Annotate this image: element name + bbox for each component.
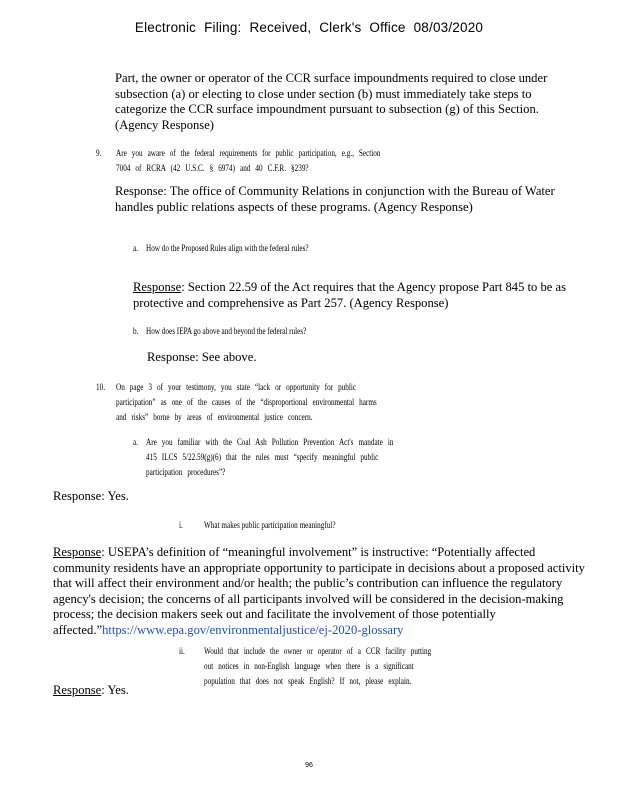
question-10a-line-2: 415 ILCS 5/22.59(g)(6) that the rules must “specify meaningful public — [146, 452, 379, 462]
question-9a-label: a. — [133, 243, 138, 253]
question-10a-response: Response: Yes. — [53, 489, 129, 503]
question-10a-label: a. — [133, 437, 138, 447]
question-10-ii-line-2: out notices in non-English language when there is a significant — [204, 661, 414, 671]
question-9-response: Response: The office of Community Relations in conjunction with the Bureau of Water handles public relations aspects of these programs. (Agency Response) — [115, 184, 555, 214]
question-10-text — [116, 380, 377, 425]
question-10-i-response — [53, 545, 585, 638]
question-10a-text — [146, 435, 393, 480]
question-9b-text: How does IEPA go above and beyond the federal rules? — [146, 326, 307, 336]
question-10-line-1: On page 3 of your testimony, you state “lack or opportunity for public — [116, 382, 357, 392]
response-text: : USEPA’s definition of “meaningful involvement” is instructive: “Potentially affected community residents have an appropriate opportunity to participate in decisions about a proposed activity that will affect their environment and/or health; the public’s contribution can influence the regulatory agency's decision; the concerns of all participants involved will be considered in the decision-making process; the decision makers seek out and facilitate the involvement of those potentially affected.” — [53, 545, 585, 637]
question-10-number: 10. — [96, 382, 105, 392]
question-9-number: 9. — [96, 148, 102, 158]
response-text: : Yes. — [101, 683, 129, 697]
response-label: Response — [133, 280, 182, 294]
question-10-i-text: What makes public participation meaningful? — [204, 520, 336, 530]
response-text: : Section 22.59 of the Act requires that the Agency propose Part 845 to be as protective and comprehensive as Part 257. (Agency Response) — [133, 280, 567, 310]
question-9-line-1: Are you aware of the federal requirements for public participation, e.g., Section — [116, 148, 381, 158]
response-label: Response — [53, 545, 102, 559]
page-number: 96 — [305, 762, 313, 769]
question-10-ii-line-3: population that does not speak English? If not, please explain. — [204, 676, 412, 686]
filing-header: Electronic Filing: Received, Clerk's Office 08/03/2020 — [134, 20, 484, 35]
question-10-ii-response — [53, 683, 129, 699]
question-10-ii-label: ii. — [179, 646, 185, 656]
question-10-line-2: participation” as one of the causes of the “disproportional environmental harms — [116, 397, 377, 407]
question-10a-line-3: participation procedures”? — [146, 467, 226, 477]
epa-glossary-link[interactable]: https://www.epa.gov/environmentaljustice/ej-2020-glossary — [102, 622, 404, 637]
question-9-text — [116, 146, 381, 176]
question-9-line-2: 7004 of RCRA (42 U.S.C. § 6974) and 40 C.F.R. §239? — [116, 163, 309, 173]
question-9b-label: b. — [133, 326, 139, 336]
question-9b-response: Response: See above. — [147, 350, 257, 364]
question-9a-text: How do the Proposed Rules align with the federal rules? — [146, 243, 309, 253]
question-9a-response — [133, 280, 585, 311]
question-10-i-label: i. — [179, 520, 183, 530]
question-10-ii-text — [204, 644, 431, 689]
question-10-line-3: and risks” borne by areas of environmental justice concern. — [116, 412, 313, 422]
question-10a-line-1: Are you familiar with the Coal Ash Pollution Prevention Act's mandate in — [146, 437, 394, 447]
intro-paragraph: Part, the owner or operator of the CCR surface impoundments required to close under subsection (a) or electing to close under section (b) must immediately take steps to categorize the CCR surface impoundment pursuant to subsection (g) of this Section. (Agency Response) — [115, 71, 548, 132]
response-label: Response — [53, 683, 102, 697]
question-10-ii-line-1: Would that include the owner or operator of a CCR facility putting — [204, 646, 432, 656]
